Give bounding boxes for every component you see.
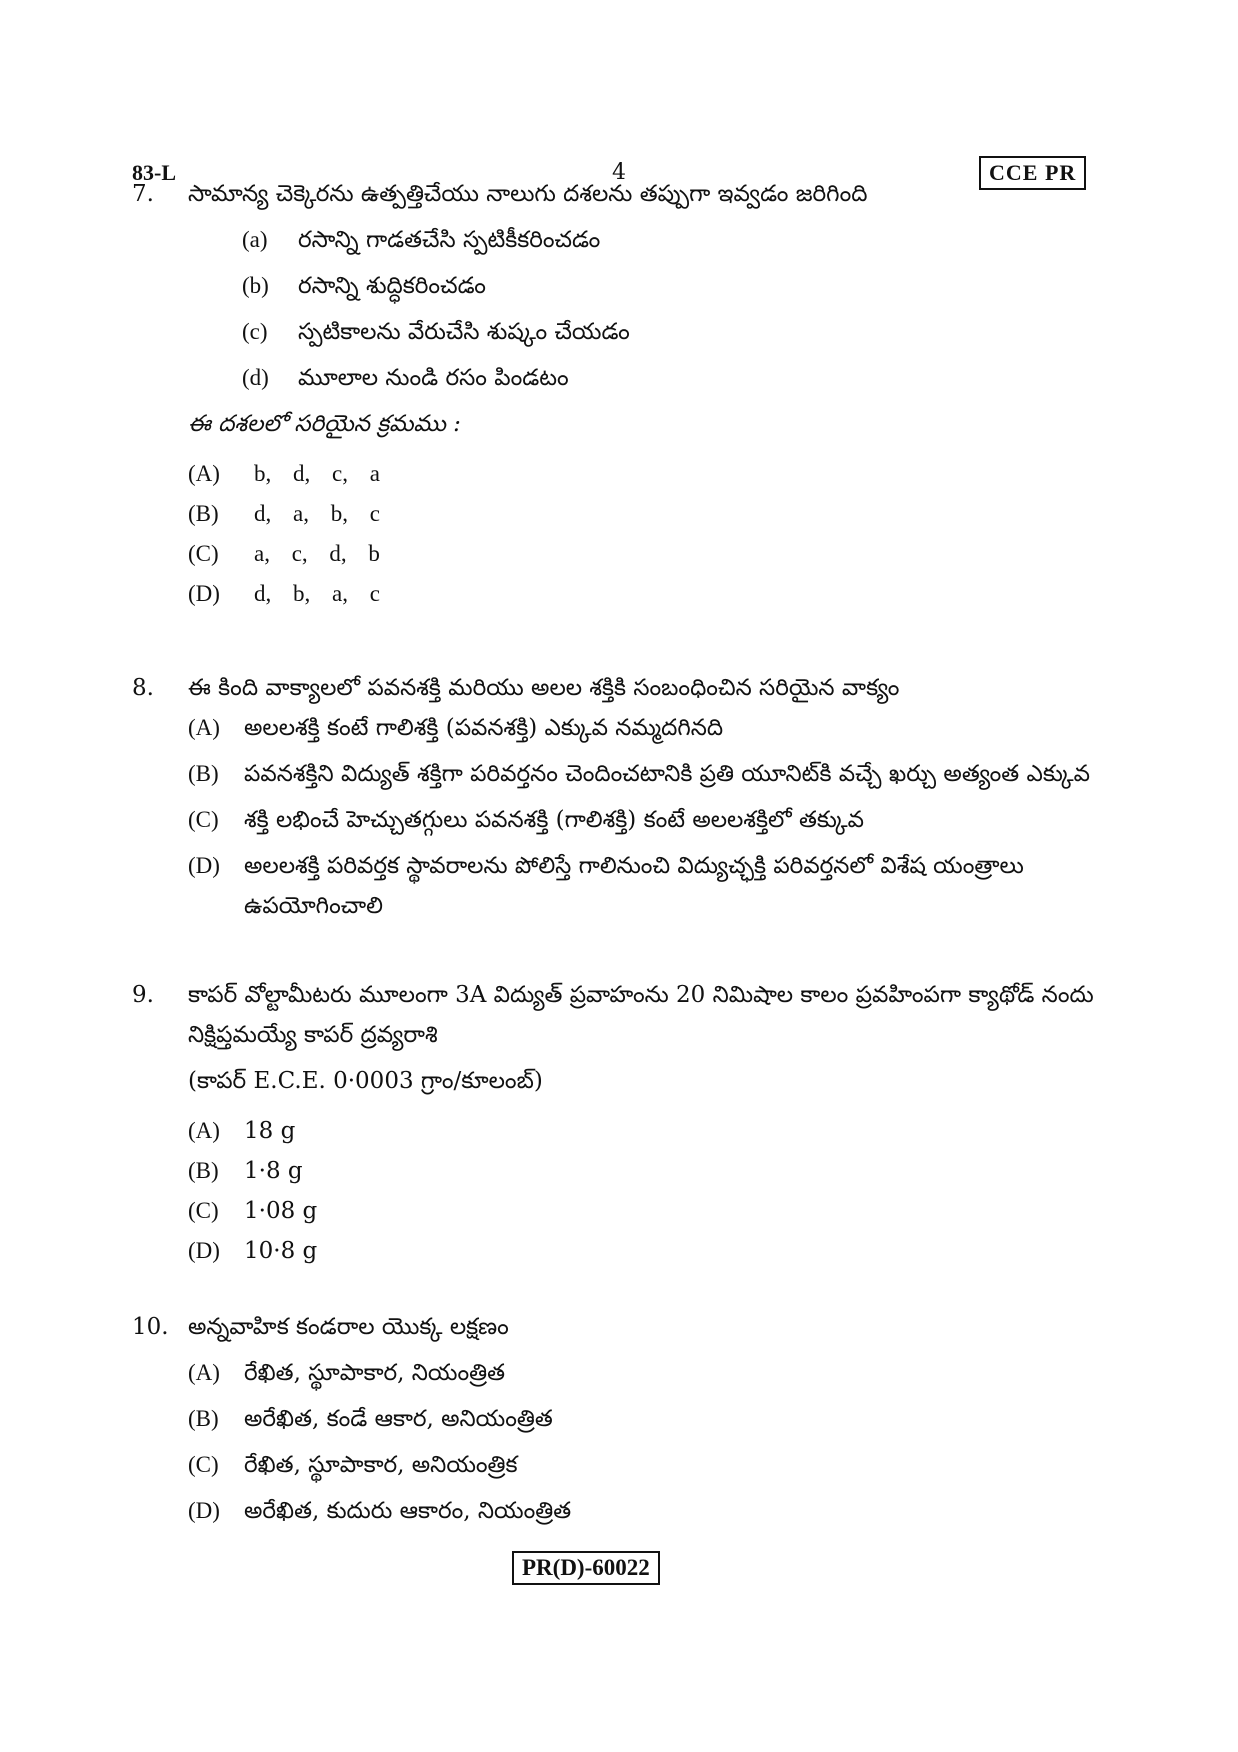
question-number: 8. bbox=[132, 675, 154, 701]
option-text: రేఖిత, స్థూపాకార, అనియంత్రిక bbox=[244, 1452, 518, 1478]
option-text: రేఖిత, స్థూపాకార, నియంత్రిత bbox=[244, 1360, 506, 1386]
option-C bbox=[132, 1191, 1112, 1231]
question-number: 9. bbox=[132, 982, 154, 1008]
question-text: సామాన్య చెక్కెరను ఉత్పత్తిచేయు నాలుగు దశలను తప్పుగా ఇవ్వడం జరిగింది bbox=[188, 181, 868, 207]
option-text: అలలశక్తి కంటే గాలిశక్తి (పవనశక్తి) ఎక్కువ నమ్మదగినది bbox=[244, 715, 724, 741]
footer-code: PR(D)-60022 bbox=[512, 1551, 660, 1585]
question-number: 10. bbox=[132, 1314, 169, 1340]
option-C bbox=[132, 534, 1112, 574]
option-A bbox=[132, 1111, 1112, 1151]
option-B bbox=[132, 754, 1112, 794]
option-B bbox=[132, 1151, 1112, 1191]
option-label: (A) bbox=[188, 461, 220, 486]
option-label: (C) bbox=[188, 1452, 219, 1477]
option-label: (A) bbox=[188, 1360, 220, 1385]
option-D bbox=[132, 846, 1112, 926]
option-A bbox=[132, 454, 1112, 494]
page-number: 4 bbox=[612, 160, 626, 185]
option-label: (D) bbox=[188, 1498, 220, 1523]
order-prompt: ఈ దశలలో సరియైన క్రమము : bbox=[188, 411, 461, 437]
question-8 bbox=[132, 668, 1112, 926]
option-text: d, a, b, c bbox=[254, 501, 380, 526]
step-label: (c) bbox=[242, 319, 268, 344]
option-label: (C) bbox=[188, 1198, 219, 1223]
step-text: రసాన్ని శుద్ధికరించడం bbox=[298, 273, 486, 299]
question-7 bbox=[132, 174, 1112, 614]
option-text: శక్తి లభించే హెచ్చుతగ్గులు పవనశక్తి (గాలిశక్తి) కంటే అలలశక్తిలో తక్కువ bbox=[244, 807, 864, 833]
step-text: స్పటికాలను వేరుచేసి శుష్కం చేయడం bbox=[298, 319, 630, 345]
step-d bbox=[132, 358, 1112, 398]
option-C bbox=[132, 1445, 1112, 1485]
option-D bbox=[132, 574, 1112, 614]
question-text: అన్నవాహిక కండరాల యొక్క లక్షణం bbox=[188, 1314, 509, 1340]
question-text: కాపర్ వోల్టామీటరు మూలంగా 3A విద్యుత్ ప్రవాహంను 20 నిమిషాల కాలం ప్రవహింపగా క్యాథోడ్ నందు నిక్షిప్తమయ్యే కాపర్ ద్రవ్యరాశి bbox=[188, 982, 1094, 1048]
question-9 bbox=[132, 975, 1112, 1271]
paper-code: 83-L bbox=[132, 160, 176, 185]
option-label: (C) bbox=[188, 541, 219, 566]
option-label: (C) bbox=[188, 807, 219, 832]
option-label: (B) bbox=[188, 501, 219, 526]
option-D bbox=[132, 1231, 1112, 1271]
option-B bbox=[132, 1399, 1112, 1439]
option-label: (B) bbox=[188, 761, 219, 786]
option-text: అరేఖిత, కుదురు ఆకారం, నియంత్రిత bbox=[244, 1498, 572, 1524]
option-D bbox=[132, 1491, 1112, 1531]
question-note: (కాపర్ E.C.E. 0·0003 గ్రాం/కూలంబ్) bbox=[188, 1068, 543, 1094]
series-box: CCE PR bbox=[979, 156, 1086, 190]
step-text: మూలాల నుండి రసం పిండటం bbox=[298, 365, 569, 391]
step-text: రసాన్ని గాడతచేసి స్పటికీకరించడం bbox=[298, 227, 601, 253]
question-text: ఈ కింది వాక్యాలలో పవనశక్తి మరియు అలల శక్తికి సంబంధించిన సరియైన వాక్యం bbox=[188, 675, 900, 701]
option-text: అరేఖిత, కండే ఆకార, అనియంత్రిత bbox=[244, 1406, 553, 1432]
option-text: 10·8 g bbox=[244, 1238, 318, 1264]
option-label: (B) bbox=[188, 1158, 219, 1183]
option-A bbox=[132, 708, 1112, 748]
step-c bbox=[132, 312, 1112, 352]
option-A bbox=[132, 1353, 1112, 1393]
step-b bbox=[132, 266, 1112, 306]
option-label: (A) bbox=[188, 715, 220, 740]
step-a bbox=[132, 220, 1112, 260]
step-label: (a) bbox=[242, 227, 268, 252]
option-text: 1·8 g bbox=[244, 1158, 303, 1184]
option-label: (A) bbox=[188, 1118, 220, 1143]
option-text: 1·08 g bbox=[244, 1198, 318, 1224]
option-label: (D) bbox=[188, 853, 220, 878]
question-number: 7. bbox=[132, 181, 154, 207]
option-text: d, b, a, c bbox=[254, 581, 380, 606]
step-label: (d) bbox=[242, 365, 269, 390]
option-text: a, c, d, b bbox=[254, 541, 380, 566]
option-label: (D) bbox=[188, 1238, 220, 1263]
option-B bbox=[132, 494, 1112, 534]
option-text: b, d, c, a bbox=[254, 461, 380, 486]
question-10 bbox=[132, 1307, 1112, 1531]
option-label: (B) bbox=[188, 1406, 219, 1431]
option-text: పవనశక్తిని విద్యుత్ శక్తిగా పరివర్తనం చెందించటానికి ప్రతి యూనిట్‌కి వచ్చే ఖర్చు అత్యంత ఎక్కువ bbox=[244, 761, 1090, 787]
option-label: (D) bbox=[188, 581, 220, 606]
option-C bbox=[132, 800, 1112, 840]
step-label: (b) bbox=[242, 273, 269, 298]
option-text: అలలశక్తి పరివర్తక స్థావరాలను పోలిస్తే గాలినుంచి విద్యుచ్ఛక్తి పరివర్తనలో విశేష యంత్రాలు ఉపయోగించాలి bbox=[244, 853, 1024, 919]
option-text: 18 g bbox=[244, 1118, 296, 1144]
